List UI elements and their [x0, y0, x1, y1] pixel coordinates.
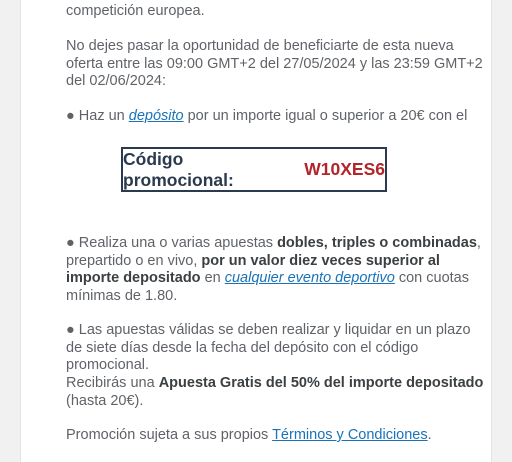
- bet-bullet: [66, 235, 486, 305]
- bet-types: dobles, triples o combinadas: [277, 235, 477, 251]
- terms-suffix: .: [427, 427, 432, 443]
- reward-amount: Apuesta Gratis del 50% del importe depositado: [158, 375, 484, 391]
- bet-bullet-suffix: con cuotas mínimas de 1.80.: [66, 270, 469, 304]
- settlement-bullet: ● Las apuestas válidas se deben realizar y liquidar en un plazo de siete días desde la fecha del depósito con el código promocional.: [66, 322, 471, 373]
- deposit-bullet-suffix: por un importe igual o superior a 20€ con el: [183, 108, 468, 124]
- promo-code-label: Código promocional:: [123, 148, 234, 190]
- deposit-bullet-prefix: ● Haz un: [66, 108, 129, 124]
- reward-paragraph: [66, 375, 486, 410]
- bet-value-requirement: por un valor diez veces superior al importe depositado: [66, 252, 440, 286]
- intro-text-end: competición europea.: [66, 3, 205, 19]
- bet-bullet-prefix: ● Realiza una o varias apuestas: [66, 235, 278, 251]
- terms-paragraph: [66, 427, 486, 445]
- email-card: [20, 0, 492, 462]
- terms-prefix: Promoción sujeta a sus propios: [66, 427, 273, 443]
- terms-link[interactable]: Términos y Condiciones: [272, 427, 428, 443]
- promo-code-value[interactable]: W10XES6: [304, 159, 385, 179]
- bet-bullet-mid2: en: [200, 270, 225, 286]
- reward-prefix: Recibirás una: [66, 375, 159, 391]
- any-sport-event-link[interactable]: cualquier evento deportivo: [224, 270, 395, 286]
- offer-paragraph: No dejes pasar la oportunidad de beneficiarte de esta nueva oferta entre las 09:00 GMT+2 del 27/05/2024 y las 23:59 GMT+2 del 02/06/2024:: [66, 38, 483, 89]
- deposit-link[interactable]: depósito: [128, 108, 184, 124]
- reward-suffix: (hasta 20€).: [66, 392, 144, 409]
- deposit-bullet: [66, 108, 486, 126]
- promo-code-box: [121, 147, 387, 192]
- bet-bullet-mid1: , prepartido o en vivo,: [66, 235, 481, 269]
